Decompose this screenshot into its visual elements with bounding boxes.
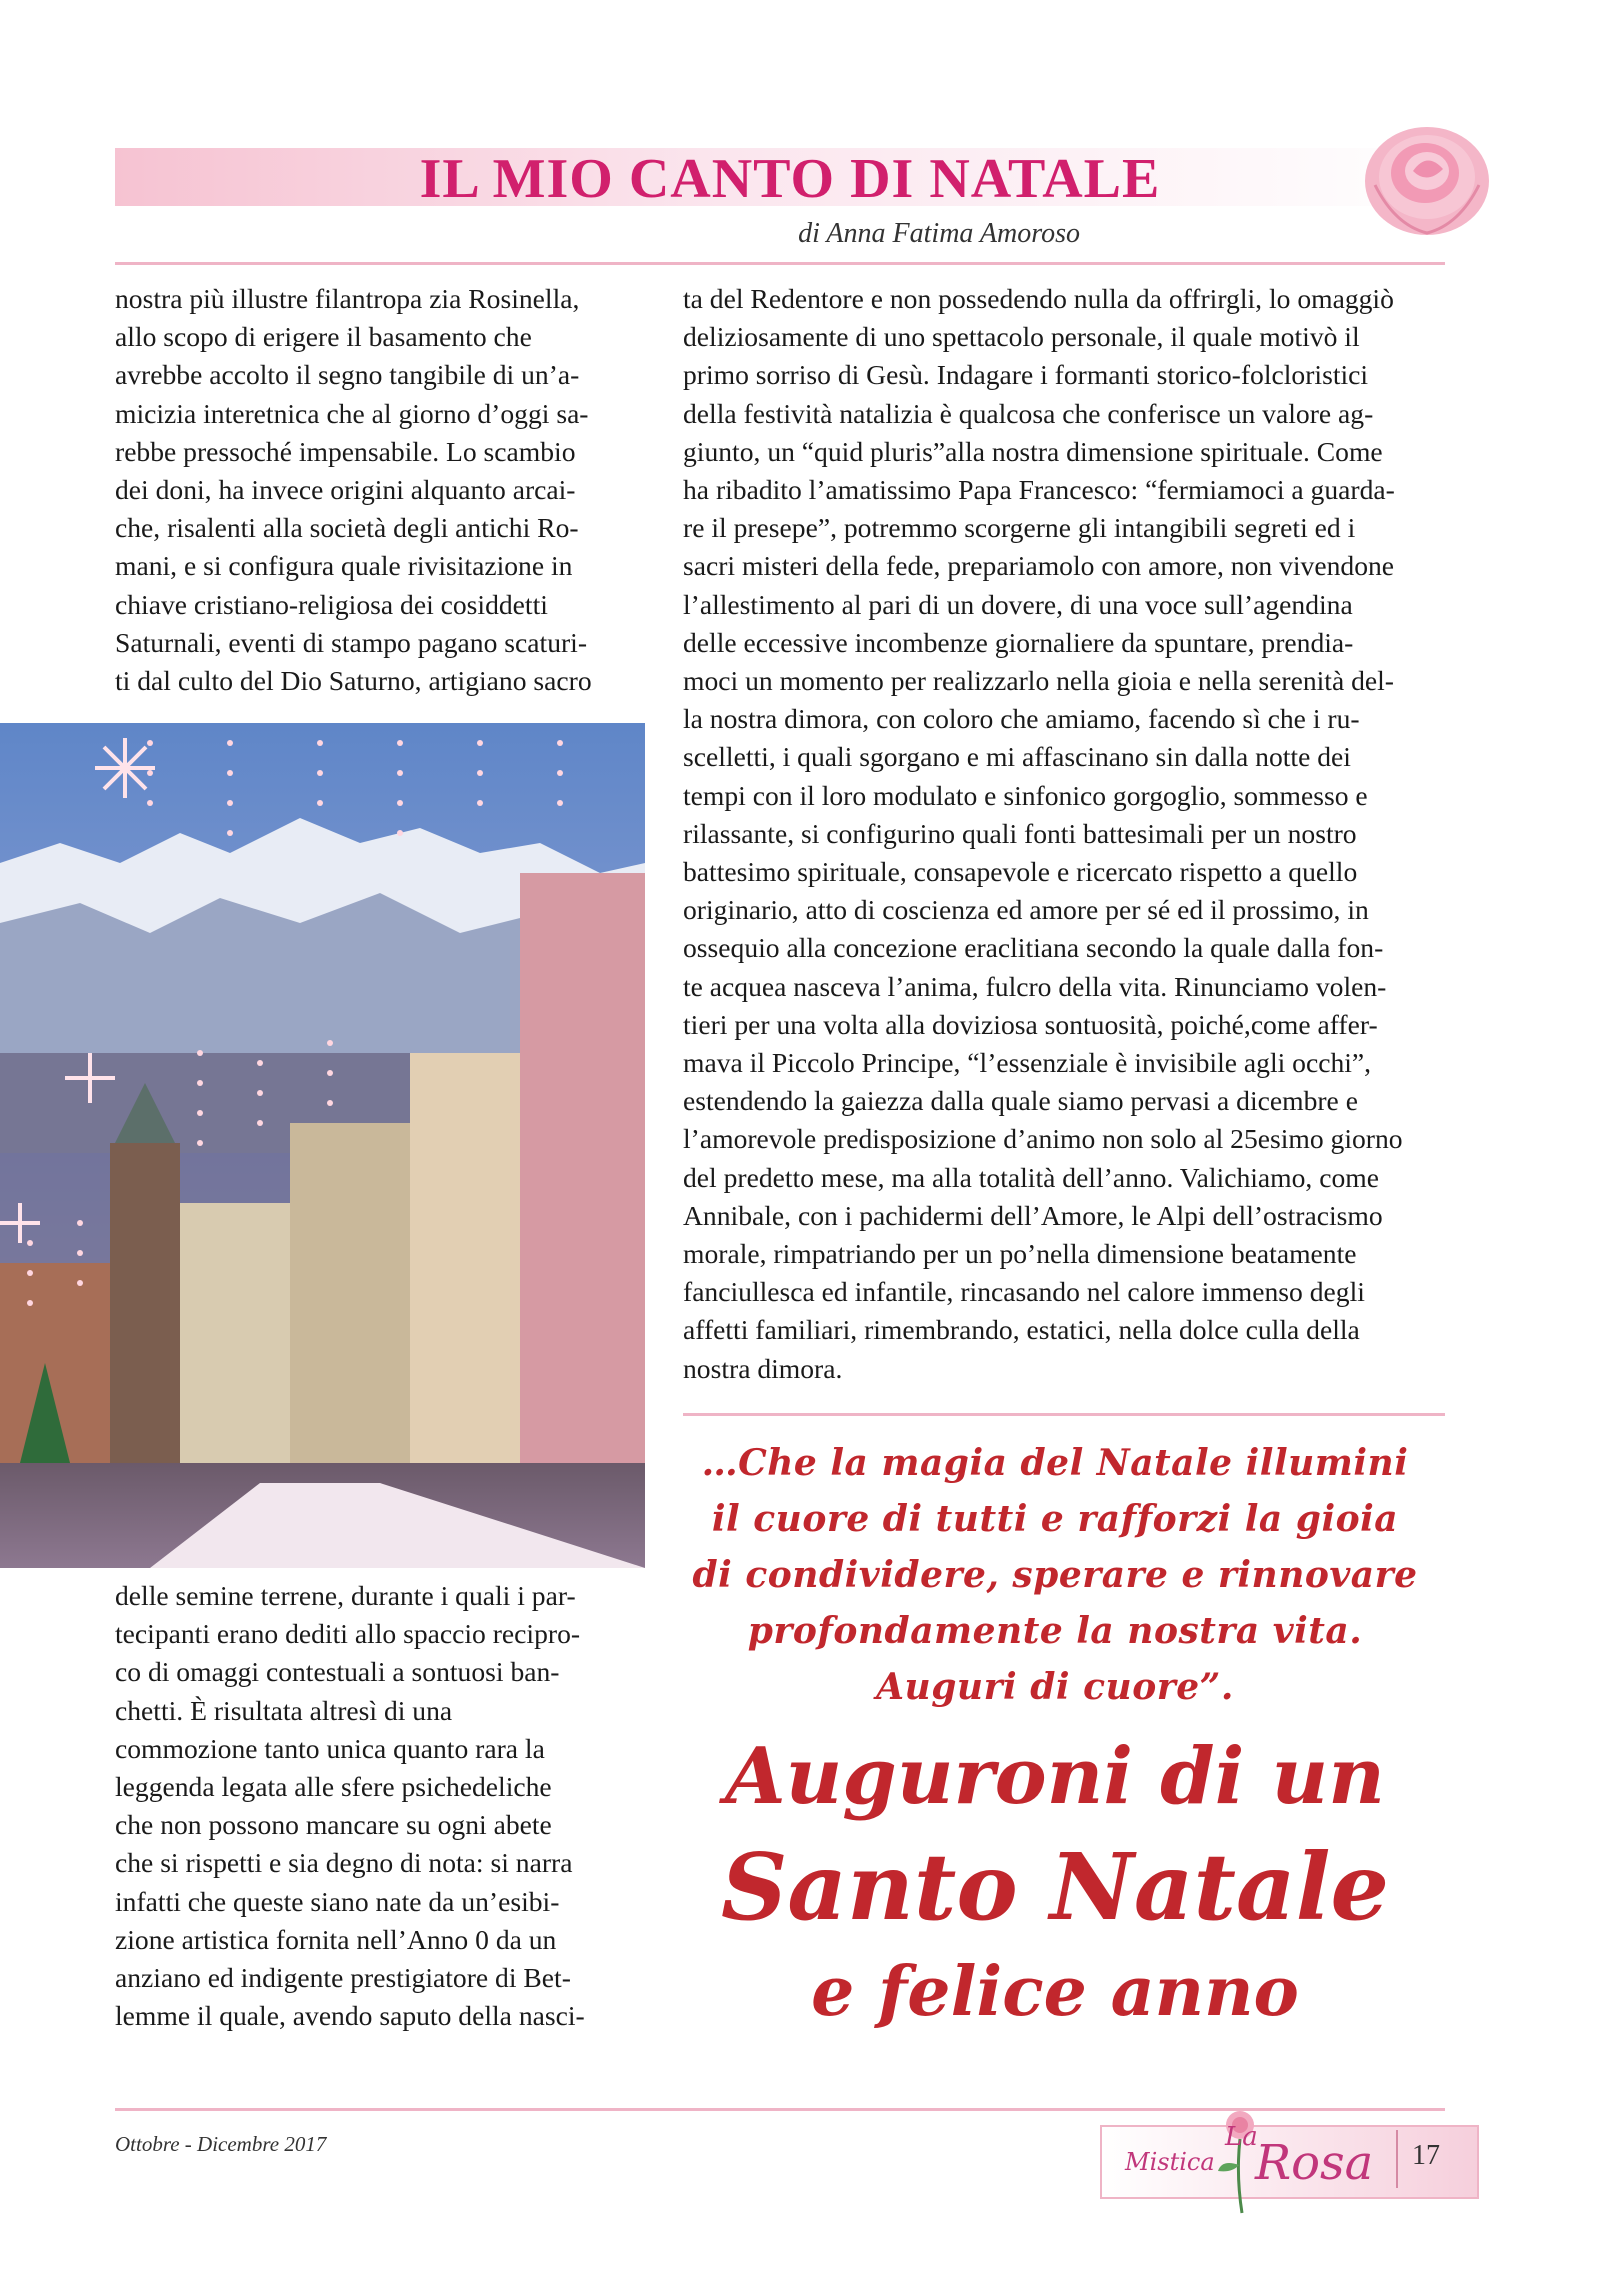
text-line: ti dal culto del Dio Saturno, artigiano sacro: [115, 665, 592, 697]
text-line: moci un momento per realizzarlo nella gioia e nella serenità del-: [683, 665, 1394, 697]
text-line: originario, atto di coscienza ed amore per sé ed il prossimo, in: [683, 894, 1369, 926]
text-line: primo sorriso di Gesù. Indagare i formanti storico-folcloristici: [683, 359, 1369, 391]
text-line: delle eccessive incombenze giornaliere da spuntare, prendia-: [683, 626, 1354, 658]
greeting-headline-main: Santo Natale: [720, 1833, 1390, 1941]
page-title: IL MIO CANTO DI NATALE: [419, 148, 1161, 210]
christmas-street-photo: [0, 723, 645, 1568]
text-line: commozione tanto unica quanto rara la: [115, 1732, 545, 1764]
greeting-quote-line: Auguri di cuore”.: [876, 1666, 1234, 1708]
text-line: chiave cristiano-religiosa dei cosiddetti: [115, 588, 548, 620]
greeting-headline-line: e felice anno: [811, 1952, 1299, 2032]
header-divider: [115, 262, 1445, 265]
text-line: giunto, un “quid pluris”alla nostra dimensione spirituale. Come: [683, 435, 1383, 467]
text-line: delle semine terrene, durante i quali i par-: [115, 1580, 576, 1611]
text-line: co di omaggi contestuali a sontuosi ban-: [115, 1656, 560, 1688]
article-left-column-bottom: [115, 1577, 645, 2035]
text-line: fanciullesca ed infantile, rincasando nel calore immenso degli: [683, 1276, 1365, 1308]
text-line: mava il Piccolo Principe, “l’essenziale è invisibile agli occhi”,: [683, 1047, 1372, 1079]
text-line: anziano ed indigente prestigiatore di Bet-: [115, 1962, 571, 1994]
greeting-quote-line: il cuore di tutti e rafforzi la gioia: [711, 1498, 1399, 1540]
article-right-column: [683, 280, 1443, 1388]
text-line: deliziosamente di uno spettacolo personale, il quale motivò il: [683, 321, 1360, 353]
greeting-headline-line: Auguroni di un: [725, 1731, 1385, 1822]
text-line: tieri per una volta alla doviziosa sontuosità, poiché,come affer-: [683, 1008, 1378, 1040]
text-line: nostra dimora.: [683, 1352, 843, 1384]
magazine-logo-la: La: [1225, 2122, 1258, 2152]
text-line: la nostra dimora, con coloro che amiamo, facendo sì che i ru-: [683, 703, 1360, 735]
byline: di Anna Fatima Amoroso: [798, 218, 1080, 249]
text-line: leggenda legata alle sfere psichedeliche: [115, 1771, 552, 1803]
text-line: nostra più illustre filantropa zia Rosinella,: [115, 283, 580, 314]
text-line: estendendo la gaiezza dalla quale siamo pervasi a dicembre e: [683, 1085, 1358, 1117]
text-line: re il presepe”, potremmo scorgerne gli intangibili segreti ed i: [683, 512, 1356, 544]
text-line: del predetto mese, ma alla totalità dell’anno. Valichiamo, come: [683, 1161, 1379, 1193]
text-line: lemme il quale, avendo saputo della nasci-: [115, 2000, 585, 2032]
text-line: che, risalenti alla società degli antichi Ro-: [115, 512, 579, 544]
rose-icon: [1355, 115, 1500, 245]
text-line: ossequio alla concezione eraclitiana secondo la quale dalla fon-: [683, 932, 1384, 964]
magazine-logo-mistica: Mistica: [1125, 2148, 1215, 2176]
text-line: battesimo spirituale, consapevole e ricercato rispetto a quello: [683, 856, 1358, 888]
page-number: 17: [1412, 2140, 1440, 2171]
text-line: allo scopo di erigere il basamento che: [115, 321, 532, 353]
text-line: morale, rimpatriando per un po’nella dimensione beatamente: [683, 1238, 1357, 1270]
text-line: Saturnali, eventi di stampo pagano scaturi-: [115, 626, 588, 658]
text-line: tempi con il loro modulato e sinfonico gorgoglio, sommesso e: [683, 779, 1368, 811]
text-line: che non possono mancare su ogni abete: [115, 1809, 552, 1841]
text-line: dei doni, ha invece origini alquanto arcai-: [115, 474, 576, 506]
page-number-separator: [1396, 2130, 1398, 2188]
text-line: sacri misteri della fede, prepariamolo con amore, non vivendone: [683, 550, 1395, 582]
text-line: zione artistica fornita nell’Anno 0 da un: [115, 1923, 557, 1955]
text-line: micizia interetnica che al giorno d’oggi sa-: [115, 397, 589, 429]
greeting-quote: [660, 1435, 1450, 1715]
text-line: l’amorevole predisposizione d’animo non solo al 25esimo giorno: [683, 1123, 1403, 1155]
christmas-greeting: [660, 1435, 1450, 2037]
text-line: tecipanti erano dediti allo spaccio recipro-: [115, 1618, 581, 1650]
greeting-quote-line: …Che la magia del Natale illumini: [701, 1442, 1409, 1484]
text-line: mani, e si configura quale rivisitazione in: [115, 550, 573, 582]
text-line: rilassante, si configurino quali fonti battesimali per un nostro: [683, 817, 1357, 849]
magazine-logo-rosa: Rosa: [1255, 2135, 1374, 2191]
text-line: che si rispetti e sia degno di nota: si narra: [115, 1847, 573, 1879]
text-line: Annibale, con i pachidermi dell’Amore, le Alpi dell’ostracismo: [683, 1199, 1383, 1231]
text-line: affetti familiari, rimembrando, estatici, nella dolce culla della: [683, 1314, 1360, 1346]
greeting-divider: [683, 1413, 1445, 1416]
text-line: rebbe pressoché impensabile. Lo scambio: [115, 435, 576, 467]
text-line: chetti. È risultata altresì di una: [115, 1694, 453, 1726]
text-line: ha ribadito l’amatissimo Papa Francesco: “fermiamoci a guarda-: [683, 474, 1395, 506]
text-line: infatti che queste siano nate da un’esibi-: [115, 1885, 560, 1917]
greeting-quote-line: di condividere, sperare e rinnovare: [692, 1554, 1418, 1596]
article-left-column-top: [115, 280, 645, 700]
text-line: avrebbe accolto il segno tangibile di un’a-: [115, 359, 580, 391]
text-line: scelletti, i quali sgorgano e mi affascinano sin dalla notte dei: [683, 741, 1351, 773]
text-line: l’allestimento al pari di un dovere, di una voce sull’agendina: [683, 588, 1353, 620]
text-line: te acquea nasceva l’anima, fulcro della vita. Rinunciamo volen-: [683, 970, 1387, 1002]
greeting-quote-line: profondamente la nostra vita.: [747, 1610, 1363, 1652]
text-line: della festività natalizia è qualcosa che conferisce un valore ag-: [683, 397, 1374, 429]
issue-date: Ottobre - Dicembre 2017: [115, 2132, 327, 2156]
text-line: ta del Redentore e non possedendo nulla da offrirgli, lo omaggiò: [683, 283, 1394, 314]
